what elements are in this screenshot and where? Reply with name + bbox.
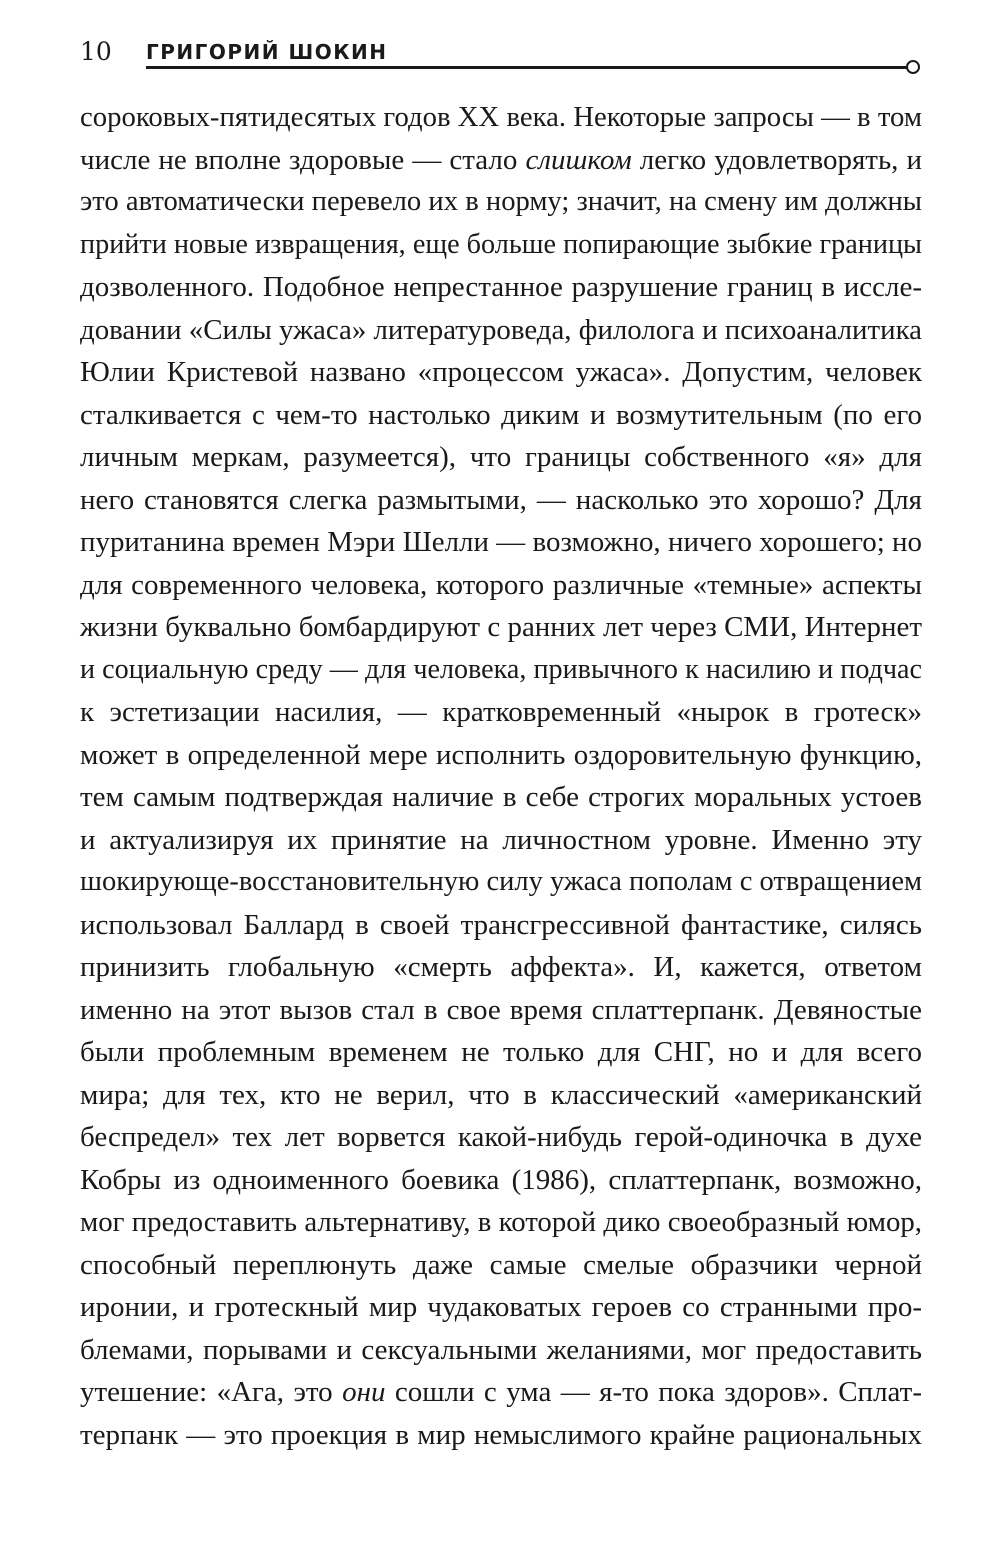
text-run: это автоматически перевело их в норму; значит, на смену им должны: [80, 186, 922, 217]
text-line: [80, 1159, 922, 1202]
header-rule-end-circle: [906, 60, 920, 74]
text-line: [80, 606, 922, 649]
text-run: довании «Силы ужаса» литературоведа, филолога и психоаналитика: [80, 313, 922, 346]
text-run: и актуализируя их принятие на личностном уровне. Именно эту: [80, 823, 922, 856]
text-line: [80, 1074, 922, 1117]
text-run: иронии, и гротескный мир чудаковатых героев со странными про-: [80, 1291, 922, 1323]
text-run: мог предоставить альтернативу, в которой дико своеобразный юмор,: [80, 1206, 922, 1238]
text-line: [80, 521, 922, 564]
text-run: утешение: «Ага, это: [80, 1376, 343, 1408]
text-line: [80, 479, 922, 522]
text-line: [80, 946, 922, 989]
text-line: [80, 1201, 922, 1244]
text-line: [80, 1031, 922, 1074]
text-run: пуританина времен Мэри Шелли — возможно, ничего хорошего; но: [80, 526, 922, 558]
text-line: [80, 1371, 922, 1414]
header-rule: [146, 66, 908, 69]
text-line: [80, 394, 922, 437]
running-header-author: ГРИГОРИЙ ШОКИН: [146, 40, 388, 64]
text-run: Юлии Кристевой названо «процессом ужаса». Допустим, человек: [80, 356, 922, 388]
text-line: [80, 904, 922, 947]
text-run: к эстетизации насилия, — кратковременный «нырок в гротеск»: [80, 696, 922, 728]
text-line: [80, 989, 922, 1032]
text-run: легко удовлетворять, и: [631, 143, 922, 176]
text-run: шокирующе-восстановительную силу ужаса пополам с отвращением: [80, 866, 923, 897]
text-run: прийти новые извращения, еще больше попирающие зыбкие границы: [80, 228, 922, 260]
italic-text: они: [342, 1376, 386, 1408]
text-line: [80, 734, 922, 777]
text-line: [80, 139, 922, 182]
text-line: [80, 1329, 922, 1372]
text-run: терпанк — это проекция в мир немыслимого крайне рациональных: [80, 1418, 922, 1451]
text-line: [80, 181, 922, 224]
text-line: [80, 309, 922, 352]
text-run: может в определенной мере исполнить оздоровительную функцию,: [80, 738, 922, 771]
text-run: жизни буквально бомбардируют с ранних лет через СМИ, Интернет: [80, 611, 922, 643]
text-run: сороковых-пятидесятых годов XX века. Некоторые запросы — в том: [80, 101, 922, 133]
body-text: [80, 96, 922, 1456]
text-run: способный переплюнуть даже самые смелые образчики черной: [80, 1248, 922, 1281]
text-run: числе не вполне здоровые — стало: [80, 143, 526, 176]
text-run: сошли с ума — я-то пока здоров». Сплат-: [385, 1376, 922, 1408]
text-run: беспредел» тех лет ворвется какой-нибудь герой-одиночка в духе: [80, 1121, 922, 1153]
page-number: 10: [80, 37, 112, 66]
text-line: [80, 436, 922, 479]
text-line: [80, 691, 922, 734]
text-run: него становятся слегка размытыми, — насколько это хорошо? Для: [80, 483, 922, 516]
text-run: Кобры из одноименного боевика (1986), сплаттерпанк, возможно,: [80, 1163, 922, 1196]
text-run: блемами, порывами и сексуальными желаниями, мог предоставить: [80, 1333, 922, 1366]
text-run: мира; для тех, кто не верил, что в классический «американский: [80, 1078, 922, 1111]
text-run: принизить глобальную «смерть аффекта». И, кажется, ответом: [80, 951, 922, 983]
text-run: для современного человека, которого различные «темные» аспекты: [80, 568, 922, 601]
text-line: [80, 1414, 922, 1457]
text-run: использовал Баллард в своей трансгрессивной фантастике, силясь: [80, 908, 922, 941]
text-run: сталкивается с чем-то настолько диким и возмутительным (по его: [80, 398, 922, 431]
text-line: [80, 1244, 922, 1287]
text-run: тем самым подтверждая наличие в себе строгих моральных устоев: [80, 781, 922, 813]
text-line: [80, 776, 922, 819]
text-run: были проблемным временем не только для СНГ, но и для всего: [80, 1036, 922, 1068]
text-line: [80, 266, 922, 309]
text-line: [80, 649, 922, 692]
text-run: и социальную среду — для человека, привычного к насилию и подчас: [80, 653, 922, 685]
text-run: личным меркам, разумеется), что границы собственного «я» для: [80, 441, 922, 473]
text-line: [80, 1286, 922, 1329]
text-line: [80, 819, 922, 862]
text-line: [80, 1116, 922, 1159]
text-line: [80, 224, 922, 267]
italic-text: слишком: [525, 143, 632, 176]
text-line: [80, 96, 922, 139]
text-line: [80, 861, 922, 904]
running-header: [80, 36, 920, 76]
text-run: именно на этот вызов стал в свое время сплаттерпанк. Девяностые: [80, 993, 922, 1026]
text-run: дозволенного. Подобное непрестанное разрушение границ в иссле-: [80, 271, 922, 303]
text-line: [80, 564, 922, 607]
text-line: [80, 351, 922, 394]
